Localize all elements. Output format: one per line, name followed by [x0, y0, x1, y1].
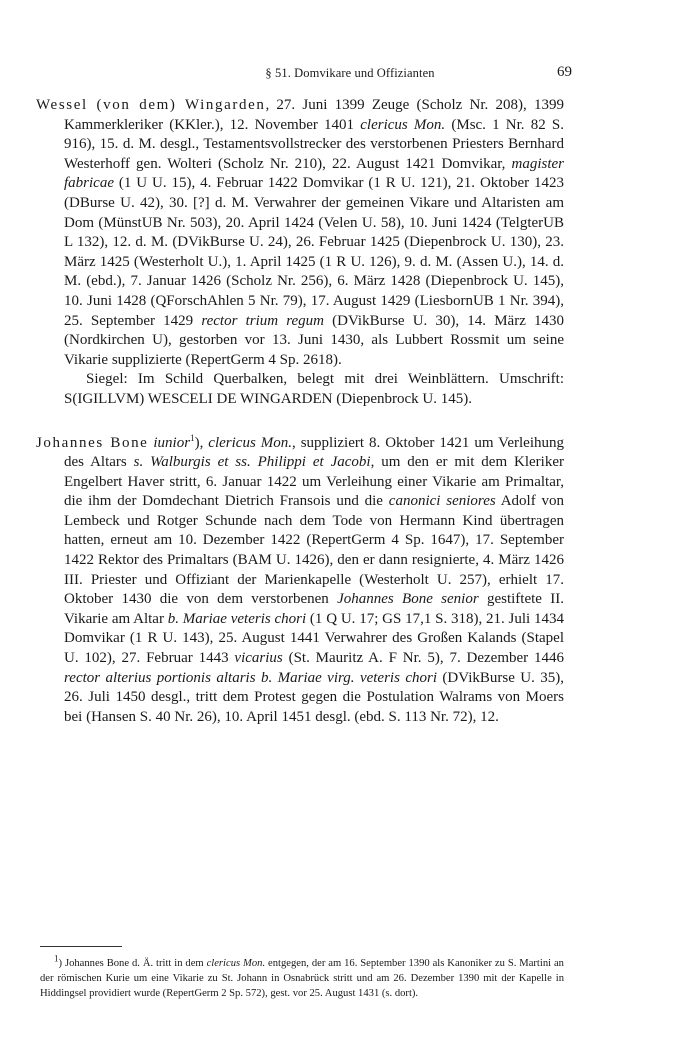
latin-term: b. Mariae veteris chori: [167, 610, 307, 627]
entry-text: (1 Q U. 17; GS 17,1 S. 318), 21. Juli 1434 Domvikar (1 R U. 143), 25. August 1441 Verwahrer des Großen Kalands (Stapel U. 102), 27. Februar 1443: [64, 610, 565, 667]
entry-text: (DVikBurse U. 30), 14. März 1430 (Nordkirchen U), gestorben vor 13. Juni 1430, als Lubbert Rossmit um seine Vikarie supplizierte (RepertGerm 4 Sp. 2618).: [64, 312, 564, 368]
latin-term: canonici seniores: [388, 493, 496, 510]
entry-johannes-bone: [36, 434, 564, 728]
latin-term: rector trium regum: [201, 312, 324, 329]
entry-text: (DVikBurse U. 35), 26. Juli 1450 desgl., tritt dem Protest gegen die Postulation Walrams von Moers bei (Hansen S. 40 Nr. 26), 10. April 1451 desgl. (ebd. S. 113 Nr. 72), 12.: [64, 669, 565, 725]
footnote-1: [40, 953, 564, 1002]
footnote: [40, 953, 564, 1002]
entry-wessel-von-dem-wingarden: [36, 96, 564, 370]
entry-name: Wessel (von dem) Wingarden: [36, 97, 266, 113]
entry-text: , suppliziert 8. Oktober 1421 um Verleihung des Altars: [64, 434, 564, 471]
footnote-reference[interactable]: 1: [190, 432, 195, 443]
entry-name: Johannes Bone: [36, 434, 149, 451]
seal-description: Siegel: Im Schild Querbalken, belegt mit drei Weinblättern. Umschrift: S(IGILLVM) WESCELI DE WINGARDEN (Diepenbrock U. 145).: [64, 371, 564, 407]
footnote-text: ) Johannes Bone d. Ä. tritt in dem: [58, 958, 207, 969]
running-head: [40, 64, 660, 84]
latin-term: rector alterius portionis altaris b. Mariae virg. veteris chori: [64, 669, 438, 686]
latin-term: clericus Mon.: [208, 434, 292, 451]
latin-term: s. Walburgis et ss. Philippi et Jacobi: [133, 454, 371, 471]
entry-text: (Msc. 1 Nr. 82 S. 916), 15. d. M. desgl., Testamentsvollstrecker des verstorbenen Priesters Bernhard Westerhoff gen. Wolteri (Scholz Nr. 210), 22. August 1421 Domvikar,: [64, 116, 565, 172]
latin-term: clericus Mon.: [360, 116, 446, 133]
entry-spacer: [36, 410, 564, 434]
page-number: 69: [557, 64, 572, 80]
running-title: § 51. Domvikare und Offizianten: [265, 66, 435, 80]
main-text: [36, 96, 564, 727]
footnote-text: entgegen, der am 16. September 1390 als Kanoniker zu S. Martini an der römischen Kurie um eine Vikarie zu St. Johann in Osnabrück stritt und am 26. Dezember 1390 mit der Kapelle in Hiddingsel providiert wurde (RepertGerm 2 Sp. 572), gest. vor 25. August 1431 (s. dort).: [40, 958, 564, 1000]
entry-text: (St. Mauritz A. F Nr. 5), 7. Dezember 1446: [282, 650, 564, 667]
latin-term: magister fabricae: [64, 155, 564, 192]
footnote-divider: [40, 946, 122, 947]
entry-text: Adolf von Lembeck und Rotger Schunde nach dem Tode von Hermann Kind übertragen hatten, erneut am 10. Dezember 1422 (RepertGerm 4 Sp. 1647), 17. September 1422 Rektor des Primaltars (BAM U. 1426), den er dann resignierte, 4. März 1426 III. Priester und Offiziant der Marienkapelle (Westerholt U. 257), erhielt 17. Oktober 1430 die von dem verstorbenen: [64, 493, 565, 608]
latin-term: Johannes Bone senior: [337, 591, 479, 608]
latin-term: vicarius: [234, 650, 283, 667]
footnote-mark: 1: [54, 953, 59, 964]
latin-term: iunior: [153, 434, 191, 451]
entry-text: , 27. Juni 1399 Zeuge (Scholz Nr. 208), 1399 Kammerkleriker (KKler.), 12. November 1401: [64, 97, 564, 133]
entry-text: , um den er mit dem Kleriker Engelbert Haver stritt, 6. Januar 1422 um Verleihung einer Vikarie am Primaltar, die ihm der Domdechant Dietrich Fransois und die: [64, 454, 564, 510]
entry-text: (1 U U. 15), 4. Februar 1422 Domvikar (1 R U. 121), 21. Oktober 1423 (DBurse U. 42), 30. [?] d. M. Verwahrer der gemeinen Vikare und Altaristen am Dom (MünstUB Nr. 503), 20. April 1424 (Velen U. 58), 10. Juni 1424 (TelgterUB L 132), 12. d. M. (DVikBurse U. 24), 26. Februar 1425 (Diepenbrock U. 130), 23. März 1425 (Westerholt U.), 1. April 1425 (1 R U. 126), 9. d. M. (Assen U.), 14. d. M. (ebd.), 7. Januar 1426 (Scholz Nr. 256), 6. März 1428 (Diepenbrock U. 145), 10. Juni 1428 (QForschAhlen 5 Nr. 79), 17. August 1429 (LiesbornUB 1 Nr. 394), 25. September 1429: [64, 175, 564, 329]
latin-term: clericus Mon.: [206, 958, 266, 969]
entry-text: ),: [194, 434, 209, 451]
entry-text: gestiftete II. Vikarie am Altar: [64, 591, 564, 627]
